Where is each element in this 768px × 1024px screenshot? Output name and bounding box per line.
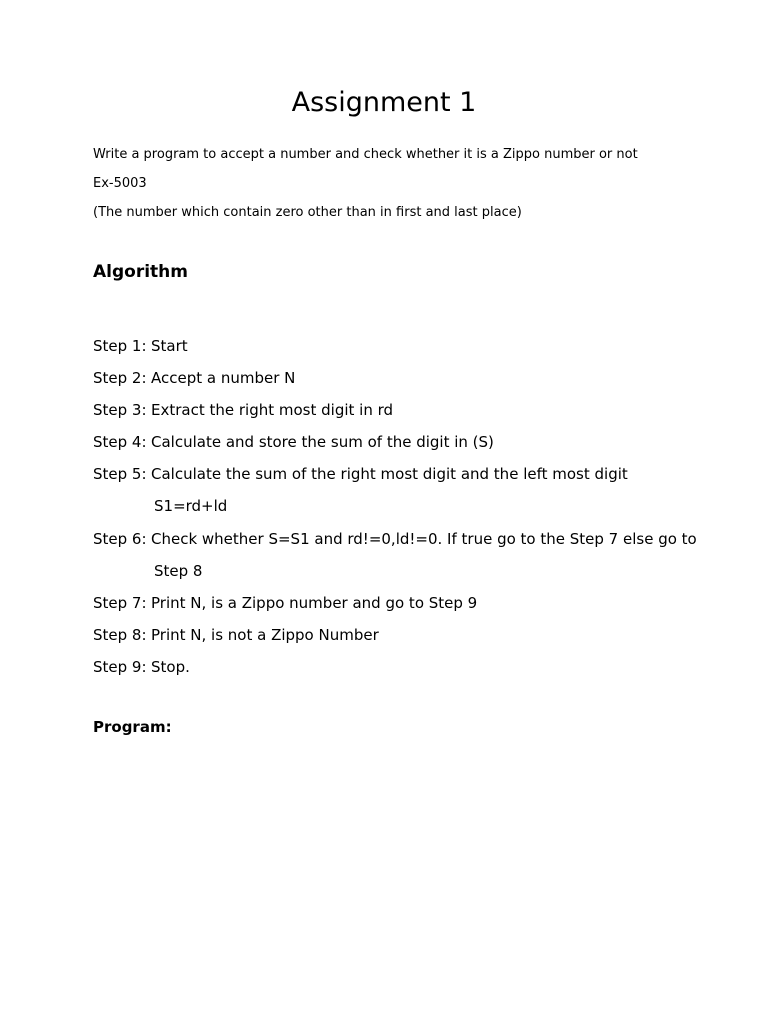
step-label: Step 7:: [93, 593, 147, 612]
step-item: [93, 426, 713, 458]
step-item: [93, 330, 713, 362]
step-text: Stop.: [151, 657, 190, 676]
algorithm-steps: [93, 330, 713, 683]
program-heading: Program:: [93, 718, 172, 736]
definition-text: (The number which contain zero other than in first and last place): [93, 205, 522, 220]
step-text: Check whether S=S1 and rd!=0,ld!=0. If true go to the Step 7 else go to: [151, 529, 697, 548]
problem-statement: Write a program to accept a number and check whether it is a Zippo number or not: [93, 147, 638, 162]
step-text: Accept a number N: [151, 369, 296, 388]
step-item: [93, 587, 713, 619]
step-text: Start: [151, 337, 188, 355]
step-continuation: Step 8: [154, 561, 203, 580]
step-text: Extract the right most digit in rd: [151, 401, 394, 420]
step-label: Step 5:: [93, 465, 147, 484]
step-label: Step 9:: [93, 657, 147, 676]
document-title: Assignment 1: [291, 87, 477, 118]
step-text: Calculate the sum of the right most digit and the left most digit: [151, 465, 628, 484]
step-continuation: S1=rd+ld: [154, 497, 228, 516]
step-item: [93, 651, 713, 683]
step-item: [93, 458, 713, 522]
step-label: Step 6:: [93, 529, 147, 548]
algorithm-heading: Algorithm: [93, 262, 188, 282]
step-text: Print N, is not a Zippo Number: [151, 625, 379, 644]
step-item: [93, 362, 713, 394]
step-item: [93, 619, 713, 651]
step-item: [93, 394, 713, 426]
step-label: Step 8:: [93, 625, 147, 644]
step-label: Step 3:: [93, 401, 147, 420]
step-text: Print N, is a Zippo number and go to Step 9: [151, 593, 478, 612]
step-item: [93, 523, 713, 587]
step-label: Step 4:: [93, 433, 147, 452]
step-label: Step 1:: [93, 337, 147, 355]
example-text: Ex-5003: [93, 176, 147, 191]
step-text: Calculate and store the sum of the digit in (S): [151, 433, 494, 452]
step-label: Step 2:: [93, 369, 147, 388]
